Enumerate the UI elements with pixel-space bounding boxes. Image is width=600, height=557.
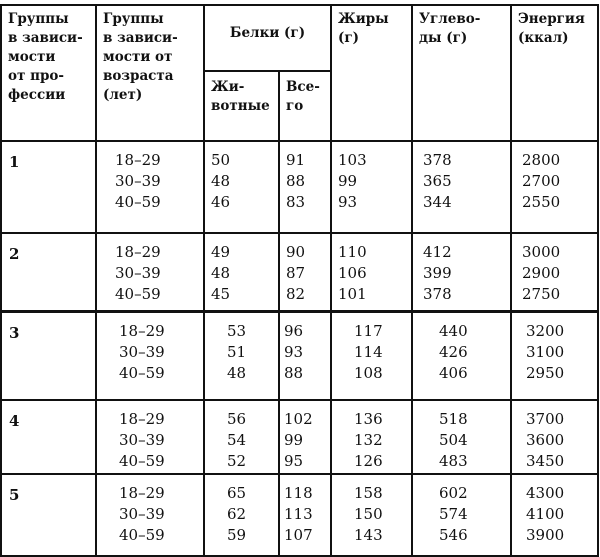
fats-value: 108	[354, 364, 383, 382]
animal-protein-cell	[204, 400, 279, 474]
energy-value: 2900	[522, 264, 561, 282]
total-protein-value: 87	[286, 264, 306, 282]
group-number-cell	[1, 141, 96, 233]
energy-cell	[511, 400, 598, 474]
header-group-age	[96, 5, 204, 141]
carbs-cell	[412, 141, 511, 233]
age-range: 30–39	[119, 431, 165, 449]
animal-protein-value: 53	[227, 322, 247, 340]
age-range: 40–59	[115, 285, 161, 303]
carbs-value: 378	[423, 151, 452, 169]
age-range: 18–29	[115, 243, 161, 261]
header-proteins: Белки (г)	[204, 5, 331, 71]
total-protein-value: 83	[286, 193, 306, 211]
animal-protein-cell	[204, 312, 279, 401]
fats-value: 99	[338, 172, 358, 190]
total-protein-value: 102	[284, 410, 313, 428]
age-cell	[96, 312, 204, 401]
animal-protein-value: 45	[211, 285, 231, 303]
total-protein-value: 82	[286, 285, 306, 303]
carbs-cell	[412, 400, 511, 474]
animal-protein-cell	[204, 474, 279, 556]
age-range: 30–39	[115, 264, 161, 282]
carbs-value: 574	[439, 505, 468, 523]
group-number: 1	[9, 153, 20, 171]
energy-value: 3200	[526, 322, 565, 340]
total-protein-value: 96	[284, 322, 304, 340]
energy-value: 3100	[526, 343, 565, 361]
total-protein-value: 95	[284, 452, 304, 470]
energy-value: 2750	[522, 285, 561, 303]
energy-value: 2950	[526, 364, 565, 382]
age-range: 18–29	[119, 410, 165, 428]
energy-value: 3600	[526, 431, 565, 449]
group-number-cell	[1, 474, 96, 556]
fats-value: 136	[354, 410, 383, 428]
total-protein-value: 88	[286, 172, 306, 190]
energy-cell	[511, 312, 598, 401]
carbs-value: 440	[439, 322, 468, 340]
fats-value: 143	[354, 526, 383, 544]
total-protein-cell	[279, 474, 331, 556]
header-line: мости	[8, 49, 56, 65]
header-line: Углево-	[419, 11, 481, 27]
table-row	[1, 233, 598, 312]
animal-protein-value: 54	[227, 431, 247, 449]
table-row	[1, 312, 598, 401]
fats-cell	[331, 233, 412, 312]
header-carbs	[412, 5, 511, 141]
animal-protein-value: 65	[227, 484, 247, 502]
total-protein-value: 88	[284, 364, 304, 382]
header-energy	[511, 5, 598, 141]
header-line: в зависи-	[8, 30, 83, 46]
header-line: Группы	[103, 11, 164, 27]
header-line: го	[286, 98, 304, 114]
age-range: 40–59	[119, 452, 165, 470]
carbs-value: 518	[439, 410, 468, 428]
fats-cell	[331, 474, 412, 556]
animal-protein-value: 62	[227, 505, 247, 523]
fats-cell	[331, 312, 412, 401]
energy-cell	[511, 474, 598, 556]
fats-value: 101	[338, 285, 367, 303]
energy-value: 2550	[522, 193, 561, 211]
carbs-value: 546	[439, 526, 468, 544]
animal-protein-value: 48	[227, 364, 247, 382]
fats-value: 126	[354, 452, 383, 470]
carbs-cell	[412, 233, 511, 312]
group-number-cell	[1, 400, 96, 474]
header-line: фессии	[8, 87, 66, 103]
header-line: (ккал)	[518, 30, 569, 46]
group-number-cell	[1, 233, 96, 312]
header-line: возраста	[103, 68, 174, 84]
animal-protein-value: 59	[227, 526, 247, 544]
table-row	[1, 474, 598, 556]
carbs-cell	[412, 474, 511, 556]
energy-value: 2800	[522, 151, 561, 169]
header-line: (г)	[338, 30, 360, 46]
group-number-cell	[1, 312, 96, 401]
animal-protein-value: 52	[227, 452, 247, 470]
nutrition-norms-table	[0, 4, 599, 557]
fats-value: 103	[338, 151, 367, 169]
header-line: в зависи-	[103, 30, 178, 46]
header-line: (лет)	[103, 87, 143, 103]
total-protein-value: 107	[284, 526, 313, 544]
animal-protein-value: 56	[227, 410, 247, 428]
header-line: Жиры	[338, 11, 389, 27]
header-row-1	[1, 5, 598, 71]
total-protein-value: 91	[286, 151, 306, 169]
total-protein-cell	[279, 233, 331, 312]
carbs-value: 602	[439, 484, 468, 502]
header-line: вотные	[211, 98, 270, 114]
carbs-value: 365	[423, 172, 452, 190]
age-range: 40–59	[119, 364, 165, 382]
header-line: Энергия	[518, 11, 585, 27]
header-line: от про-	[8, 68, 64, 84]
fats-value: 114	[354, 343, 383, 361]
fats-value: 93	[338, 193, 358, 211]
age-range: 18–29	[119, 322, 165, 340]
animal-protein-value: 48	[211, 172, 231, 190]
energy-value: 4300	[526, 484, 565, 502]
age-range: 40–59	[115, 193, 161, 211]
energy-value: 3700	[526, 410, 565, 428]
header-line: Все-	[286, 79, 320, 95]
energy-cell	[511, 233, 598, 312]
total-protein-cell	[279, 400, 331, 474]
carbs-value: 412	[423, 243, 452, 261]
total-protein-cell	[279, 312, 331, 401]
age-range: 18–29	[115, 151, 161, 169]
total-protein-value: 99	[284, 431, 304, 449]
energy-value: 3450	[526, 452, 565, 470]
fats-value: 110	[338, 243, 367, 261]
animal-protein-value: 49	[211, 243, 231, 261]
fats-cell	[331, 141, 412, 233]
fats-value: 150	[354, 505, 383, 523]
animal-protein-cell	[204, 141, 279, 233]
carbs-value: 399	[423, 264, 452, 282]
group-number: 4	[9, 412, 20, 430]
energy-value: 2700	[522, 172, 561, 190]
header-proteins-total	[279, 71, 331, 141]
carbs-value: 406	[439, 364, 468, 382]
animal-protein-value: 46	[211, 193, 231, 211]
header-line: мости от	[103, 49, 173, 65]
age-range: 30–39	[119, 505, 165, 523]
carbs-value: 344	[423, 193, 452, 211]
fats-cell	[331, 400, 412, 474]
fats-value: 117	[354, 322, 383, 340]
total-protein-value: 93	[284, 343, 304, 361]
fats-value: 158	[354, 484, 383, 502]
energy-value: 4100	[526, 505, 565, 523]
age-cell	[96, 233, 204, 312]
carbs-value: 483	[439, 452, 468, 470]
table-body	[1, 141, 598, 556]
total-protein-value: 113	[284, 505, 313, 523]
age-range: 30–39	[115, 172, 161, 190]
header-group-profession	[1, 5, 96, 141]
header-proteins-animal	[204, 71, 279, 141]
total-protein-value: 118	[284, 484, 313, 502]
age-range: 30–39	[119, 343, 165, 361]
animal-protein-value: 48	[211, 264, 231, 282]
animal-protein-value: 50	[211, 151, 231, 169]
header-line: Группы	[8, 11, 69, 27]
carbs-value: 504	[439, 431, 468, 449]
table-row	[1, 141, 598, 233]
age-range: 18–29	[119, 484, 165, 502]
carbs-value: 426	[439, 343, 468, 361]
header-line: Жи-	[211, 79, 245, 95]
fats-value: 106	[338, 264, 367, 282]
total-protein-value: 90	[286, 243, 306, 261]
energy-cell	[511, 141, 598, 233]
animal-protein-cell	[204, 233, 279, 312]
header-fats	[331, 5, 412, 141]
table-row	[1, 400, 598, 474]
age-cell	[96, 474, 204, 556]
energy-value: 3000	[522, 243, 561, 261]
total-protein-cell	[279, 141, 331, 233]
carbs-value: 378	[423, 285, 452, 303]
group-number: 5	[9, 486, 20, 504]
age-cell	[96, 141, 204, 233]
age-cell	[96, 400, 204, 474]
group-number: 3	[9, 324, 20, 342]
animal-protein-value: 51	[227, 343, 247, 361]
group-number: 2	[9, 245, 20, 263]
fats-value: 132	[354, 431, 383, 449]
header-line: ды (г)	[419, 30, 468, 46]
age-range: 40–59	[119, 526, 165, 544]
energy-value: 3900	[526, 526, 565, 544]
carbs-cell	[412, 312, 511, 401]
